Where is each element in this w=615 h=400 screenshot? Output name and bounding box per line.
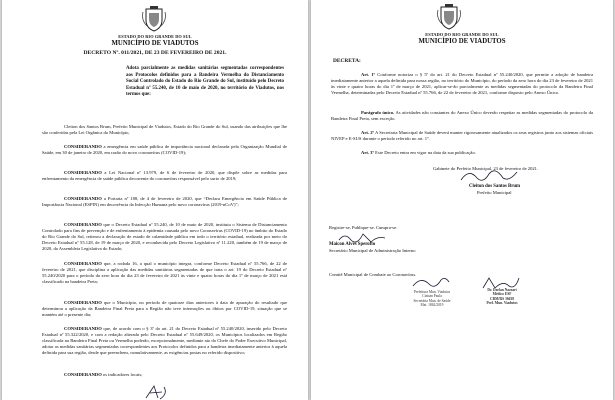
decree-page-1 — [2, 0, 308, 400]
considerando-paragraph: CONSIDERANDO os indicadores locais; — [64, 372, 143, 377]
committee-line: Comitê Municipal de Combate ao Coronavírus. — [329, 272, 417, 277]
register-publish-line: Registre-se, Publique-se. Cumpra-se. — [329, 225, 398, 230]
intro-paragraph: Cleiton dos Santos Brum, Prefeito Municipal de Viadutos, Estado do Rio Grande do Sul, usando das atribuições que lhe são conferidas pela Lei Orgânica do Município, — [42, 124, 287, 136]
municipality-header: MUNICÍPIO DE VIADUTOS — [418, 38, 506, 45]
decree-summary: Adota parcialmente as medidas sanitárias segmentadas correspondentes aos Protocolos definidos para a Bandeira Vermelha do Distanciamento Social Controlado do Estado do Rio Grande do Sul, instituído pelo Decreto Estadual nº 55.240, de 10 de maio de 2020, no território de Viadutos, nos termos que: — [126, 66, 284, 98]
decreta-heading: DECRETA: — [333, 58, 361, 64]
secretary-title: Secretário Municipal de Administração Interno — [329, 248, 416, 253]
decree-page-2 — [311, 0, 613, 400]
considerando-paragraph: CONSIDERANDO a Lei Nacional nº 13.979, de 6 de fevereiro de 2020, que dispõe sobre as medidas para enfrentamento da emergência de saúde pública decorrente do coronavírus responsável pelo surto de 2019; — [42, 170, 287, 182]
mayor-title: Prefeito Municipal — [477, 190, 512, 195]
municipal-crest-icon — [436, 4, 462, 30]
considerando-paragraph: CONSIDERANDO a Portaria nº 188, de 4 de fevereiro de 2020, que “Declara Emergência em Saúde Pública de Importância Nacional (ESPIN) em decorrência da Infecção Humana pelo novo coronavírus (2019-nCoV)”; — [42, 196, 287, 208]
article-3: Art. 3º Este Decreto entra em vigor na data da sua publicação. — [361, 150, 476, 155]
considerando-paragraph: CONSIDERANDO que o Decreto Estadual nº 55.240, de 10 de maio de 2020, instituiu o Sistema de Distanciamento Controlado para fins de prevenção e de enfrentamento à epidemia causada pelo novo Coronavírus (COVID-19) no âmbito do Estado do Rio Grande do Sul, reiterou a declaração de estado de calamidade pública em todo o território estadual, realizada por meio do Decreto Estadual nº 55.128, de 19 de março de 2020, e reconhecida pelo Decreto Legislativo nº 11.220, também de 19 de março de 2020, da Assembleia Legislativa do Estado; — [42, 222, 287, 252]
place-and-date: Gabinete do Prefeito Municipal, 23 de fevereiro de 2021. — [433, 166, 539, 171]
secretary-name: Maicon Alves Sperotto — [329, 242, 376, 247]
mayor-signature — [459, 168, 519, 184]
mayor-name: Cleiton dos Santos Brum — [469, 184, 521, 189]
health-secretary-stamp: Prefeitura Mun. Viadutos Cintian Paula Secretária Mun. de Saúde Mat. 1862/2019 — [413, 290, 451, 307]
considerando-paragraph: CONSIDERANDO a emergência em saúde pública de importância nacional declarada pela Organização Mundial de Saúde, em 30 de janeiro de 2020, em razão do novo coronavírus (COVID-19); — [42, 144, 287, 156]
considerando-paragraph: CONSIDERANDO que, a rodada 16, a qual o município integra, conforme Decreto Estadual nº 55.766, de 22 de fevereiro de 2021, que disciplina a aplicação das medidas sanitárias segmentadas de que trata o art. 19 do Decreto Estadual nº 55.240/2020 para o período da zero hora do dia 23 de fevereiro de 2021 às vinte e quatro horas do dia 1º de março de 2021 está classificado na bandeira Preta; — [42, 261, 287, 285]
sole-paragraph: Parágrafo único. As atividades não constantes do Anexo Único deverão respeitar as medidas segmentadas do protocolo da Bandeira Final Preta, sem exceção. — [331, 110, 593, 122]
decree-title: DECRETO Nº. 011/2021, DE 23 DE FEVEREIRO DE 2021. — [83, 50, 227, 56]
article-2: Art. 2º A Secretaria Municipal de Saúde deverá manter rigorosamente atualizados os seus registros junto aos sistemas oficiais NIVEP e E-SUS durante o período referido no art. 1º. — [331, 130, 593, 142]
state-header: ESTADO DO RIO GRANDE DO SUL — [425, 32, 499, 37]
article-1: Art. 1º Conforme notoriza o § 5º do art. 21 do Decreto Estadual nº 55.240/2020, que permite a adoção de bandeira imediatamente anterior a aquela definida para nossa região, no território do Município, do período da zero hora do dia 23 de fevereiro de 2021 às vinte e quatro horas do dia 1º de março de 2021, aplicar-se-ão parcialmente as medidas segmentadas do protocolo da Bandeira Final Vermelha, determinadas pelo Decreto Estadual nº 55.766, de 22 de fevereiro de 2021, conforme disposto pelo Anexo Único. — [331, 72, 593, 96]
state-header: ESTADO DO RIO GRANDE DO SUL — [118, 34, 192, 39]
considerando-paragraph: CONSIDERANDO que o Município, no período de quatorze dias anteriores à data de apuração do resultado que determinou a aplicação da Bandeira Final Preta para a Região não teve internações ou óbitos por COVID-19, situação que se mantém até o presente dia; — [42, 300, 287, 318]
municipal-crest-icon — [141, 6, 167, 32]
health-secretary-signature — [411, 276, 451, 290]
doctor-stamp: Dr. Darlan Nazzari Médico ESF CRM/RS 36638 Pref. Mun. Viadutos — [486, 288, 518, 305]
considerando-paragraph: CONSIDERANDO que, de acordo com o § 3º do art. 21 do Decreto Estadual nº 55.240/2020, inserido pelo Decreto Estadual nº 55.322/2020, e com a redação alterada pelo Decreto Estadual nº 55.649/2020, os Municípios localizados em Região classificada na Bandeira Final Preta ou Vermelha poderão, excepcionalmente, mediante ato do Chefe do Poder Executivo Municipal, adotar as medidas sanitárias segmentadas correspondentes aos Protocolos definidos para a bandeira imediatamente anterior à aquela definida para sua região, desde que preenchem, cumulativamente, as exigências postas no referido dispositivo; — [42, 326, 287, 356]
initials-signature — [142, 384, 172, 400]
municipality-header: MUNICÍPIO DE VIADUTOS — [111, 40, 199, 47]
